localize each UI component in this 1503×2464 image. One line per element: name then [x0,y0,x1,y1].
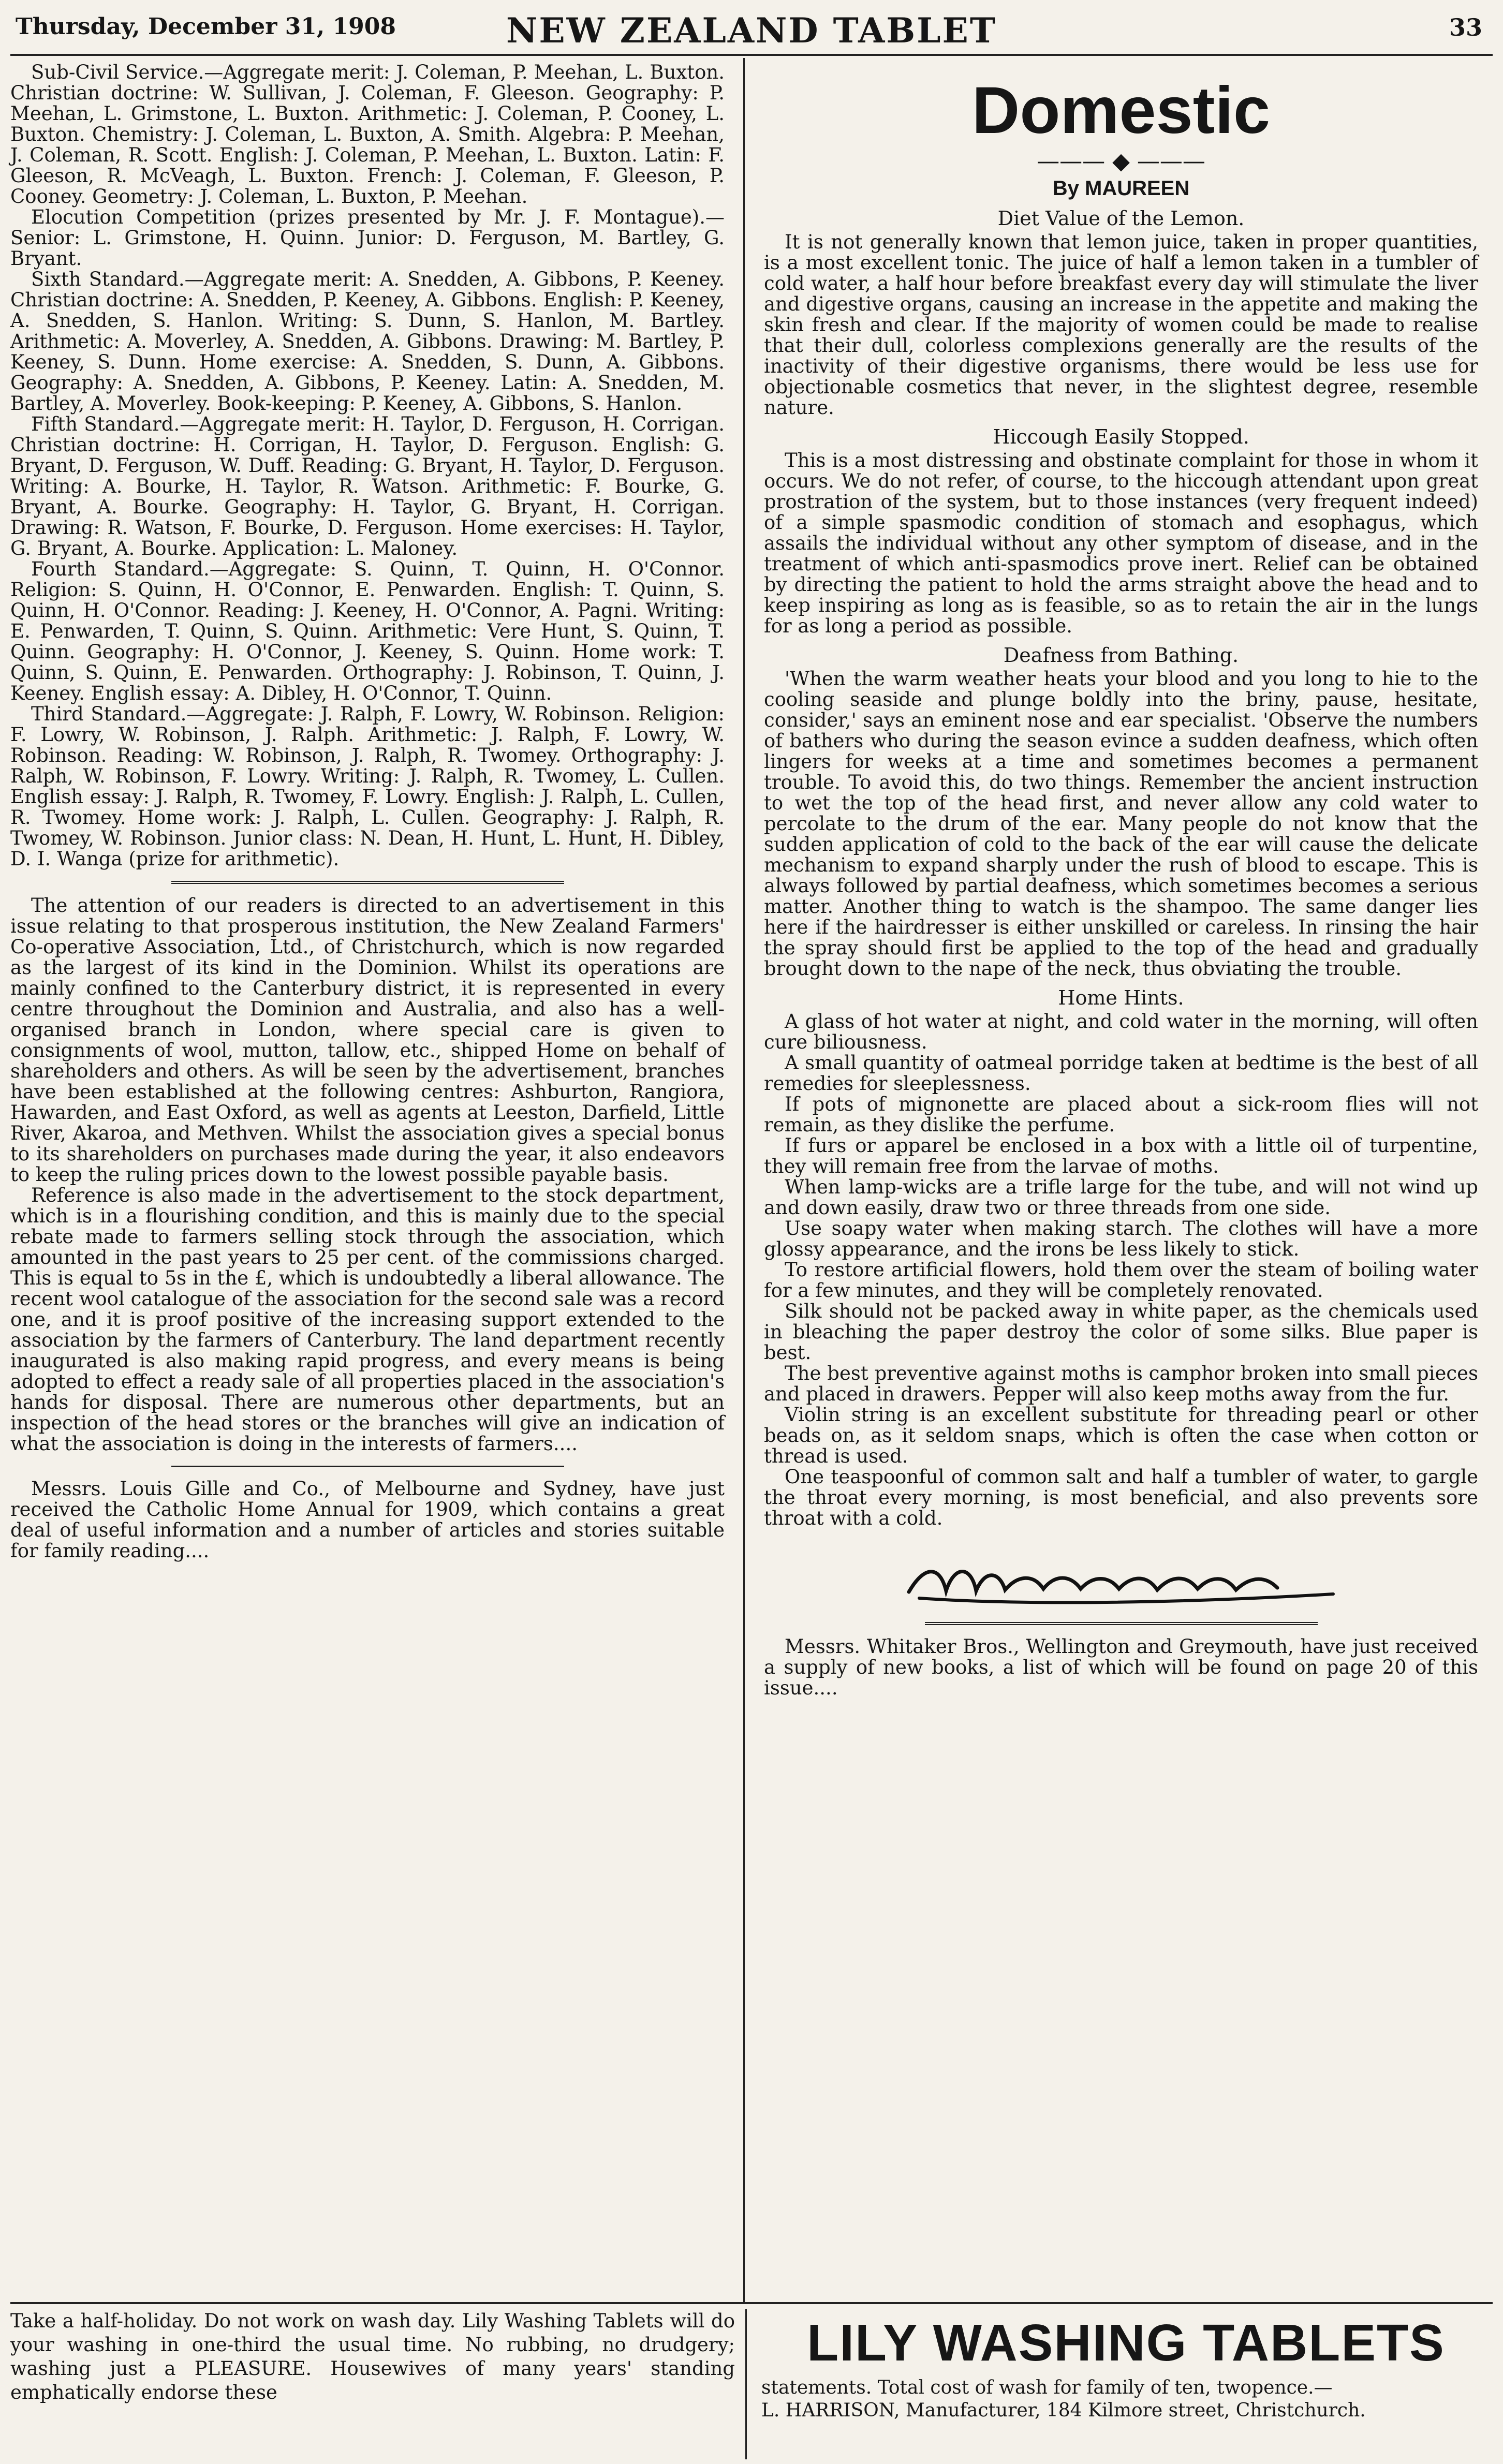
home-hint: A glass of hot water at night, and cold water in the morning, will often cure biliousness. [764,1010,1478,1053]
results-paragraph: Fifth Standard.—Aggregate merit: H. Taylor, D. Ferguson, H. Corrigan. Christian doctrine: H. Corrigan, H. Taylor, D. Ferguson. English: G. Bryant, D. Ferguson, W. Duff. Reading: G. Bryant, H. Taylor, D. Ferguson. Writing: A. Bourke, H. Taylor, R. Watson. Arithmetic: F. Bourke, G. Bryant, A. Bourke. Geography: H. Taylor, G. Bryant, H. Corrigan. Drawing: R. Watson, F. Bourke, D. Ferguson. Home exercises: H. Taylor, G. Bryant, A. Bourke. Application: L. Maloney. [10,413,725,559]
home-hint: When lamp-wicks are a trifle large for the tube, and will not wind up and down easily, draw two or three threads from one side. [764,1176,1478,1219]
home-hint: One teaspoonful of common salt and half a tumbler of water, to gargle the throat every morning, is most beneficial, and also prevents sore throat with a cold. [764,1466,1478,1529]
column-divider [743,58,745,2304]
farmers-association-paragraph: The attention of our readers is directed to an advertisement in this issue relating to that prosperous institution, the New Zealand Farmers' Co-operative Association, Ltd., of Christchurch, which is now regarded as the largest of its kind in the Dominion. Whilst its operations are mainly confined to the Canterbury district, it is represented in every centre throughout the Dominion and Australia, and also has a well-organised branch in London, where special care is given to consignments of wool, mutton, tallow, etc., shipped Home on behalf of shareholders and others. As will be seen by the advertisement, branches have been established at the following centres: Ashburton, Rangiora, Hawarden, and East Oxford, as well as agents at Leeston, Darfield, Little River, Akaroa, and Methven. Whilst the association gives a special bonus to its shareholders on purchases made during the year, it also endeavors to keep the ruling prices down to the lowest possible payable basis. [10,894,725,1186]
section-heading: Home Hints. [1058,986,1184,1009]
signature-flourish [888,1544,1354,1606]
home-hint: A small quantity of oatmeal porridge taken at bedtime is the best of all remedies for sleeplessness. [764,1052,1478,1095]
article-paragraph: This is a most distressing and obstinate complaint for those in whom it occurs. We do not refer, of course, to the hiccough attendant upon great prostration of the system, but to those instances (very frequent indeed) of a simple spasmodic condition of stomach and esophagus, which assails the individual without any other symptom of disease, and in the treatment of which anti-spasmodics prove inert. Relief can be obtained by directing the patient to hold the arms straight above the head and to keep inspiring as long as is feasible, so as to retain the air in the lungs for as long a period as possible. [764,449,1478,637]
issue-date: Thursday, December 31, 1908 [16,13,396,40]
whitaker-notice: Messrs. Whitaker Bros., Wellington and Greymouth, have just received a supply of new books, a list of which will be found on page 20 of this issue.... [764,1635,1478,1699]
article-paragraph: 'When the warm weather heats your blood and you long to hie to the cooling seaside and plunge boldly into the briny, pause, hesitate, consider,' says an eminent nose and ear specialist. 'Observe the numbers of bathers who during the season evince a sudden deafness, which often lingers for weeks at a time and sometimes becomes a permanent trouble. To avoid this, do two things. Remember the ancient instruction to wet the top of the head first, and never allow any cold water to percolate to the drum of the ear. Many people do not know that the sudden application of cold to the back of the ear will cause the delicate mechanism to expand sharply under the rush of blood to escape. This is always followed by partial deafness, which sometimes becomes a serious matter. Another thing to watch is the shampoo. The same danger lies here if the hairdresser is either unskilled or careless. In rinsing the hair the spray should first be applied to the top of the head and gradually brought down to the nape of the neck, thus obviating the trouble. [764,668,1478,980]
masthead: NEW ZEALAND TABLET [506,10,997,51]
page-header [0,9,1503,59]
farmers-association-paragraph: Reference is also made in the advertisement to the stock department, which is in a flourishing condition, and this is mainly due to the special rebate made to farmers selling stock through the association, which amounted in the past years to 25 per cent. of the commissions charged. This is equal to 5s in the £, which is undoubtedly a liberal allowance. The recent wool catalogue of the association for the second sale was a record one, and it is proof positive of the increasing support extended to the association by the farmers of Canterbury. The land department recently inaugurated is also making rapid progress, and every means is being adopted to effect a ready sale of all properties placed in the association's hands for disposal. There are numerous other departments, but an inspection of the head stores or the branches will give an indication of what the association is doing in the interests of farmers.... [10,1184,725,1455]
results-paragraph: Sub-Civil Service.—Aggregate merit: J. Coleman, P. Meehan, L. Buxton. Christian doctrine: W. Sullivan, J. Coleman, F. Gleeson. Geography: P. Meehan, L. Grimstone, L. Buxton. Arithmetic: J. Coleman, P. Cooney, L. Buxton. Chemistry: J. Coleman, L. Buxton, A. Smith. Algebra: P. Meehan, J. Coleman, R. Scott. English: J. Coleman, P. Meehan, L. Buxton. Latin: F. Gleeson, R. McVeagh, L. Buxton. French: J. Coleman, F. Gleeson, P. Cooney. Geometry: J. Coleman, L. Buxton, P. Meehan. [10,61,725,208]
article-paragraph: It is not generally known that lemon juice, taken in proper quantities, is a most excellent tonic. The juice of half a lemon taken in a tumbler of cold water, a half hour before breakfast every day will stimulate the liver and digestive organs, causing an increase in the appetite and making the skin fresh and clear. If the majority of women could be made to realise that their dull, colorless complexions generally are the results of the inactivity of their digestive organisms, there would be less use for objectionable cosmetics that never, in the slightest degree, resemble nature. [764,231,1478,419]
lily-ad-line: statements. Total cost of wash for family of ten, twopence.— [761,2377,1333,2398]
section-heading: Deafness from Bathing. [1003,644,1239,667]
section-divider [925,1622,1318,1625]
right-column [764,62,1478,2298]
section-divider [171,881,564,884]
home-hint: To restore artificial flowers, hold them over the steam of boiling water for a few minutes, and they will be completely renovated. [764,1259,1478,1302]
section-heading: Hiccough Easily Stopped. [993,425,1249,448]
header-rule [10,54,1493,56]
domestic-title: Domestic [971,73,1271,147]
lily-ad-title: LILY WASHING TABLETS [807,2314,1445,2372]
lily-ad-text: Take a half-holiday. Do not work on wash day. Lily Washing Tablets will do your washing in one-third the usual time. No rubbing, no drudgery; washing just a PLEASURE. Housewives of many years' standing emphatically endorse these [10,2310,735,2403]
home-hint: The best preventive against moths is camphor broken into small pieces and placed in drawers. Pepper will also keep moths away from the fur. [764,1362,1478,1405]
home-hint: Use soapy water when making starch. The clothes will have a more glossy appearance, and the irons be less likely to stick. [764,1217,1478,1260]
page-number: 33 [1449,13,1482,41]
home-hint: If furs or apparel be enclosed in a box with a little oil of turpentine, they will remain free from the larvae of moths. [764,1134,1478,1177]
results-paragraph: Fourth Standard.—Aggregate: S. Quinn, T. Quinn, H. O'Connor. Religion: S. Quinn, H. O'Connor, E. Penwarden. English: T. Quinn, S. Quinn, H. O'Connor. Reading: J. Keeney, H. O'Connor, A. Pagni. Writing: E. Penwarden, T. Quinn, S. Quinn. Arithmetic: Vere Hunt, S. Quinn, T. Quinn. Geography: H. O'Connor, J. Keeney, S. Quinn. Home work: T. Quinn, S. Quinn, E. Penwarden. Orthography: J. Robinson, T. Quinn, J. Keeney. English essay: A. Dibley, H. O'Connor, T. Quinn. [10,558,725,704]
maureen-signature [764,1544,1478,1606]
home-hint: If pots of mignonette are placed about a sick-room flies will not remain, as they dislike the perfume. [764,1093,1478,1136]
section-heading: Diet Value of the Lemon. [997,207,1245,230]
results-paragraph: Third Standard.—Aggregate: J. Ralph, F. Lowry, W. Robinson. Religion: F. Lowry, W. Robinson, J. Ralph. Arithmetic: J. Ralph, F. Lowry, W. Robinson. Reading: W. Robinson, J. Ralph, R. Twomey. Orthography: J. Ralph, W. Robinson, F. Lowry. Writing: J. Ralph, R. Twomey, L. Cullen. English essay: J. Ralph, R. Twomey, F. Lowry. English: J. Ralph, L. Cullen, R. Twomey. Home work: J. Ralph, L. Cullen. Geography: J. Ralph, R. Twomey, W. Robinson. Junior class: N. Dean, H. Hunt, L. Hunt, H. Dibley, D. I. Wanga (prize for arithmetic). [10,703,725,870]
lily-ad-box [745,2309,1491,2459]
lily-ad-line: L. HARRISON, Manufacturer, 184 Kilmore street, Christchurch. [761,2400,1366,2421]
byline: By MAUREEN [1052,177,1190,200]
ornament-divider: ——— ◆ ——— [1037,148,1205,174]
section-divider [171,1466,564,1467]
results-paragraph: Sixth Standard.—Aggregate merit: A. Snedden, A. Gibbons, P. Keeney. Christian doctrine: A. Snedden, P. Keeney, A. Gibbons. English: P. Keeney, A. Snedden, S. Hanlon. Writing: S. Dunn, S. Hanlon, M. Bartley. Arithmetic: A. Moverley, A. Snedden, A. Gibbons. Drawing: M. Bartley, P. Keeney, S. Dunn. Home exercise: A. Snedden, S. Dunn, A. Gibbons. Geography: A. Snedden, A. Gibbons, P. Keeney. Latin: A. Snedden, M. Bartley, A. Moverley. Book-keeping: P. Keeney, A. Gibbons, S. Hanlon. [10,268,725,415]
home-hint: Violin string is an excellent substitute for threading pearl or other beads on, as it seldom snaps, which is often the case when cotton or thread is used. [764,1404,1478,1467]
footer-rule [10,2302,1493,2304]
gille-notice: Messrs. Louis Gille and Co., of Melbourne and Sydney, have just received the Catholic Home Annual for 1909, which contains a great deal of useful information and a number of articles and stories suitable for family reading.... [10,1478,725,1562]
results-paragraph: Elocution Competition (prizes presented by Mr. J. F. Montague).—Senior: L. Grimstone, H. Quinn. Junior: D. Ferguson, M. Bartley, G. Bryant. [10,206,725,270]
home-hint: Silk should not be packed away in white paper, as the chemicals used in bleaching the paper destroy the color of some silks. Blue paper is best. [764,1300,1478,1364]
left-column [10,62,725,2298]
